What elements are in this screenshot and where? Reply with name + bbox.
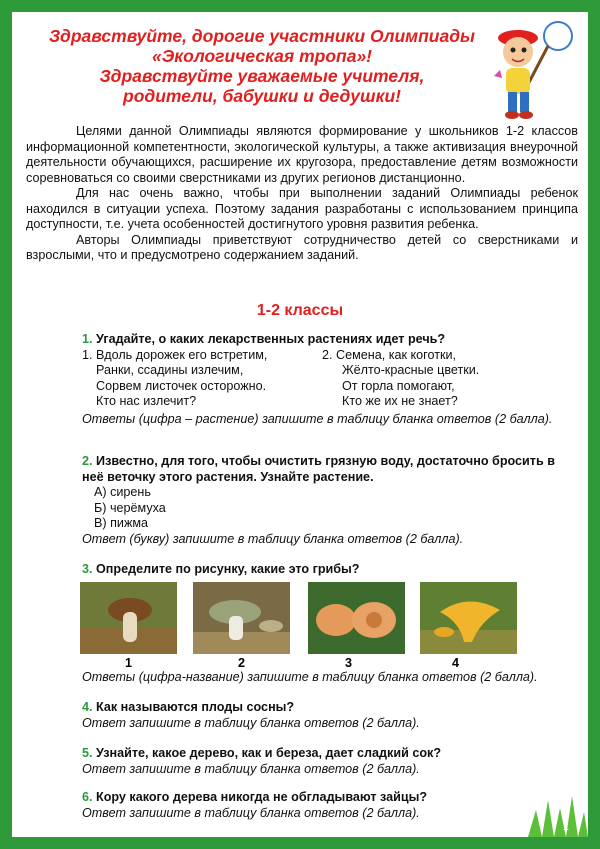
intro-text <box>26 124 578 264</box>
sheet <box>12 12 588 837</box>
intro-paragraph-2: Для нас очень важно, чтобы при выполнении заданий Олимпиады ребенок находился в ситуации успеха. Поэтому задания разработаны с использованием принципа доступности, т.е. учета особенностей достигнутого уровня развития ребенка. <box>26 186 578 231</box>
intro-paragraph-1: Целями данной Олимпиады являются формирование у школьников 1-2 классов информационной компетентности, экологической культуры, а также активизация внеурочной деятельности обучающихся, расширение их кругозора, предоставление детям возможности соревноваться со своими сверстниками из других регионов дистанционно. <box>26 124 578 185</box>
riddle-2-line: Жёлто-красные цветки. <box>342 363 480 377</box>
question-6-answer: Ответ запишите в таблицу бланка ответов (2 балла). <box>82 805 420 820</box>
question-4-number: 4. <box>82 700 93 714</box>
mushroom-photo-porcini <box>80 582 177 654</box>
mushroom-label-2: 2 <box>237 656 245 670</box>
question-6 <box>82 790 572 821</box>
riddle-1-line: Сорвем листочек осторожно. <box>96 378 267 393</box>
question-1-answer: Ответы (цифра – растение) запишите в таблицу бланка ответов (2 балла). <box>82 412 553 426</box>
greeting-line-3: Здравствуйте уважаемые учителя, <box>99 66 425 86</box>
riddle-1-line: 1. Вдоль дорожек его встретим, <box>82 347 268 362</box>
greeting-line-4: родители, бабушки и дедушки! <box>123 86 401 106</box>
greeting-line-2: «Экологическая тропа»! <box>151 46 373 66</box>
question-5-text: Узнайте, какое дерево, как и береза, дает сладкий сок? <box>96 746 442 760</box>
question-3-answer: Ответы (цифра-название) запишите в таблицу бланка ответов (2 балла). <box>82 670 538 684</box>
question-2-option-a: А) сирень <box>94 485 151 499</box>
riddle-1-line: Кто нас излечит? <box>96 394 197 408</box>
mushroom-label-3: 3 <box>344 656 352 670</box>
riddle-2 <box>322 348 552 410</box>
question-5-number: 5. <box>82 746 93 760</box>
question-5-answer: Ответ запишите в таблицу бланка ответов (2 балла). <box>82 761 420 776</box>
question-6-number: 6. <box>82 790 93 804</box>
question-1 <box>82 332 572 410</box>
mushroom-photos <box>80 582 520 654</box>
greeting-header <box>12 26 512 106</box>
riddle-1-line: Ранки, ссадины излечим, <box>96 363 244 377</box>
question-1-text: Угадайте, о каких лекарственных растениях идет речь? <box>96 332 446 346</box>
question-4 <box>82 700 572 731</box>
riddle-1 <box>82 348 322 410</box>
mushroom-label-1: 1 <box>124 656 132 670</box>
mushroom-photo-russula <box>193 582 290 654</box>
riddle-2-line: 2. Семена, как коготки, <box>322 347 457 362</box>
question-1-riddles <box>82 348 572 410</box>
grass-decoration <box>528 790 588 837</box>
mushroom-label-4: 4 <box>451 656 459 670</box>
question-2-option-b: Б) черёмуха <box>94 500 166 515</box>
grade-title: 1-2 классы <box>256 302 344 319</box>
question-2-answer: Ответ (букву) запишите в таблицу бланка ответов (2 балла). <box>82 531 464 546</box>
mushroom-photo-saffron-milk-cap <box>308 582 405 654</box>
question-2-number: 2. <box>82 454 93 468</box>
question-4-answer: Ответ запишите в таблицу бланка ответов (2 балла). <box>82 715 420 730</box>
question-3-text: Определите по рисунку, какие это грибы? <box>96 562 360 576</box>
question-4-text: Как называются плоды сосны? <box>96 700 295 714</box>
question-2 <box>82 454 572 547</box>
question-1-number: 1. <box>82 332 93 346</box>
question-2-option-c: В) пижма <box>94 516 149 530</box>
intro-paragraph-3: Авторы Олимпиады приветствуют сотрудничество детей со сверстниками и взрослыми, что и предусмотрено содержанием заданий. <box>26 232 578 262</box>
question-2-text: Известно, для того, чтобы очистить грязную воду, достаточно бросить в неё веточку этого растения. Узнайте растение. <box>82 454 555 484</box>
question-6-text: Кору какого дерева никогда не обгладывают зайцы? <box>96 790 428 804</box>
question-5 <box>82 746 572 777</box>
riddle-2-line: От горла помогают, <box>342 378 455 393</box>
question-3-number: 3. <box>82 562 93 576</box>
greeting-line-1: Здравствуйте, дорогие участники Олимпиады <box>49 26 475 46</box>
page-number: 1 <box>563 822 569 833</box>
mascot-boy-with-net-illustration <box>486 18 576 123</box>
riddle-2-line: Кто же их не знает? <box>342 394 458 408</box>
question-3 <box>82 562 572 578</box>
mushroom-photo-chanterelle <box>420 582 517 654</box>
